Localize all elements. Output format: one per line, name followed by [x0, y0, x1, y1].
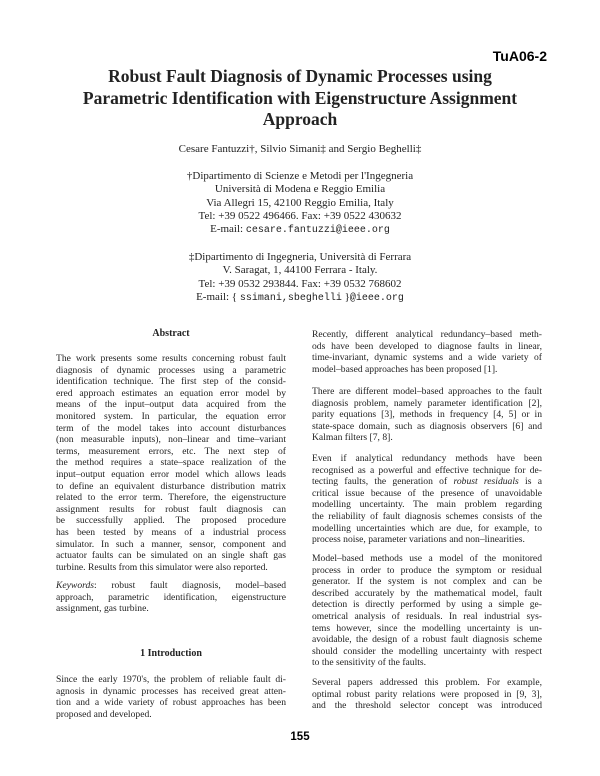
text-line: process in order to produce the symptom or residual — [312, 564, 542, 576]
text-line: ometrical analysis of residuals. In real industrial sys- — [312, 610, 542, 622]
text-line: turbine. Results from this simulator were also reported. — [56, 561, 268, 573]
authors: Cesare Fantuzzi†, Silvio Simani‡ and Sergio Beghelli‡ — [178, 143, 422, 155]
keywords — [56, 580, 286, 615]
text-line: proposed and developed. — [56, 708, 152, 720]
text-line: model–based approaches has been proposed [1]. — [312, 363, 498, 375]
text-line: critical issue because of the presence of unavoidable — [312, 487, 542, 499]
text-line: identification technique. The first step of the consid- — [56, 376, 286, 388]
text-line: tecting faults, the generation of robust residuals is a — [312, 476, 542, 488]
text-line: to define an equivalent disturbance distribution matrix — [56, 480, 286, 492]
text-line: input–output equation error model which allows leads — [56, 468, 286, 480]
affiliation-line: †Dipartimento di Scienze e Metodi per l'Ingegneria — [186, 170, 414, 182]
affiliation-line: Università di Modena e Reggio Emilia — [214, 183, 386, 196]
text-line: diagnosis problem, namely parameter identification [2], — [312, 397, 542, 409]
email-address: ssimani,sbeghelli — [239, 292, 342, 304]
paragraph — [312, 553, 542, 669]
keywords-label: Keywords — [56, 580, 95, 591]
keywords-text: approach, parametric identification, eigenstructure — [56, 591, 286, 603]
text-line: should consider the modelling uncertainty with respect — [312, 645, 542, 657]
paragraph — [312, 386, 542, 444]
text-line: tion and a wide variety of robust approaches has been — [56, 697, 286, 709]
text-line: modelling uncertainties which are due, for example, to — [312, 522, 542, 534]
text-line: Kalman filters [7, 8]. — [312, 432, 393, 444]
title-line: Parametric Identification with Eigenstructure Assignment — [82, 87, 518, 108]
affiliation-email — [0, 291, 600, 305]
paper-title — [0, 66, 600, 131]
text-line: monitored system. In particular, the equation error — [56, 410, 286, 422]
text-line: avoidable, the design of a robust fault diagnosis scheme — [312, 634, 542, 646]
text-line: optimal robust parity relations were proposed in [9, 3], — [312, 688, 542, 700]
affiliation-line: V. Saragat, 1, 44100 Ferrara - Italy. — [222, 264, 378, 277]
text-line: actuator faults can be simulated on an single shaft gas — [56, 550, 286, 562]
text-line: time-invariant, dynamic systems and a wide variety of — [312, 352, 542, 364]
affiliation-line: Via Allegri 15, 42100 Reggio Emilia, Italy — [206, 196, 394, 209]
abstract-body — [56, 353, 286, 573]
affiliation-1 — [0, 170, 600, 237]
text-line: the method requires a state–space realization of the — [56, 457, 286, 469]
text-line: to the sensitivity of the faults. — [312, 657, 427, 669]
text-line: There are different model–based approaches to the fault — [312, 386, 542, 397]
emphasis: robust residuals — [453, 476, 519, 488]
email-domain: @ieee.org — [349, 292, 404, 304]
text-line: has been tested by means of a industrial process — [56, 526, 286, 538]
paragraph — [312, 677, 542, 712]
text-line: ods have been developed to diagnose faults in linear, — [312, 340, 542, 352]
affiliation-email — [0, 223, 600, 237]
text-line: be successfully applied. The proposed procedure — [56, 515, 286, 527]
affiliation-line: Tel: +39 0522 496466. Fax: +39 0522 430632 — [198, 209, 402, 222]
text-line: tems however, since the modelling uncertainty is un- — [312, 622, 542, 634]
keywords-text: : robust fault diagnosis, model–based — [94, 580, 286, 591]
section-heading-introduction: 1 Introduction — [140, 648, 202, 659]
text-line: Model–based methods use a model of the monitored — [312, 553, 542, 564]
affiliation-line: Tel: +39 0532 293844. Fax: +39 0532 768602 — [198, 277, 402, 290]
title-line: Approach — [262, 109, 338, 129]
text-line: ered approach estimates an equation error model by — [56, 387, 286, 399]
text-line: means of the input–output data acquired from the — [56, 399, 286, 411]
keywords-text: assignment, gas turbine. — [56, 603, 149, 615]
text-line: diagnosis of dynamic processes using a parametric — [56, 364, 286, 376]
paragraph — [312, 453, 542, 546]
text-line: detection is directly performed by using a simple ge- — [312, 599, 542, 611]
paragraph — [312, 329, 542, 375]
email-label: E-mail: { — [196, 290, 240, 303]
text-line: simulator. In such a manner, sensor, component and — [56, 538, 286, 550]
text-line: the reliability of fault diagnosis schemes consists of the — [312, 510, 542, 522]
email-brace: } — [341, 290, 350, 303]
session-code: TuA06-2 — [492, 48, 547, 64]
page-number: 155 — [290, 731, 310, 743]
text-line: described accurately by the mathematical model, fault — [312, 587, 542, 599]
affiliation-2 — [0, 251, 600, 305]
text-line: assignment results for robust fault diagnosis can — [56, 503, 286, 515]
abstract-heading: Abstract — [152, 328, 190, 339]
text-line: Since the early 1970's, the problem of reliable fault di- — [56, 674, 286, 685]
text-line: agnosis in dynamic processes has received great atten- — [56, 685, 286, 697]
text-line: process noise, parameter variations and non–linearities. — [312, 534, 525, 546]
text-line: term of the model takes into account disturbances — [56, 422, 286, 434]
text-line: Even if analytical redundancy methods have been — [312, 453, 542, 464]
text-line: terms, measurement errors, etc. The next step of — [56, 445, 286, 457]
text-line: state-space domain, such as diagnosis observers [6] and — [312, 420, 542, 432]
email-label: E-mail: — [210, 223, 246, 236]
text-line: and the threshold selector concept was introduced — [312, 700, 542, 712]
text-line: recognised as a powerful and effective technique for de- — [312, 464, 542, 476]
text-line: modelling uncertainty. The main problem regarding — [312, 499, 542, 511]
text-line: parity equations [3], methods in frequency [4, 5] or in — [312, 409, 542, 421]
introduction-body — [56, 674, 286, 720]
text-line: related to the error term. Therefore, the eigenstructure — [56, 492, 286, 504]
text-line: The work presents some results concerning robust fault — [56, 353, 286, 364]
text-line: generator. If the system is not complex and can be — [312, 576, 542, 588]
email-address: cesare.fantuzzi@ieee.org — [245, 225, 390, 237]
text-line: Several papers addressed this problem. For example, — [312, 677, 542, 688]
text-line: (non measurable inputs), non–linear and time–variant — [56, 434, 286, 446]
affiliation-line: ‡Dipartimento di Ingegneria, Università di Ferrara — [188, 251, 412, 263]
title-line: Robust Fault Diagnosis of Dynamic Processes using — [108, 66, 492, 86]
text-line: Recently, different analytical redundancy–based meth- — [312, 329, 542, 340]
